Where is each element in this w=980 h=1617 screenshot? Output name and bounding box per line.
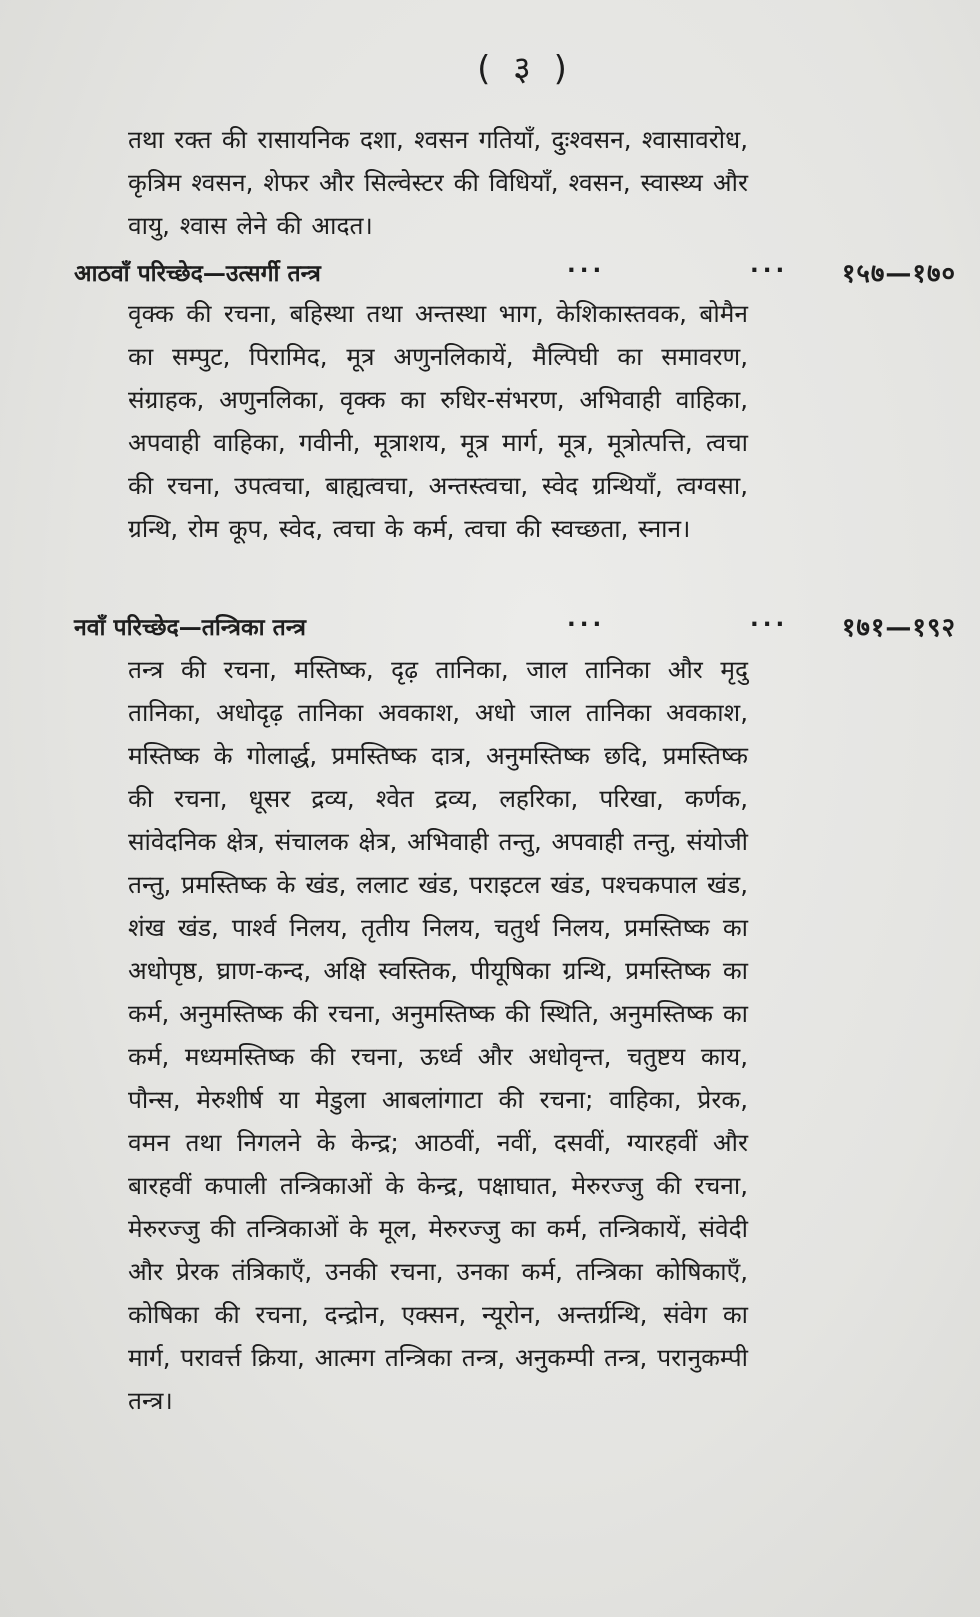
leader-dots: ...	[750, 606, 789, 632]
chapter-title: आठवाँ परिच्छेद—उत्सर्गी तन्त्र	[74, 261, 321, 287]
chapter-heading-9	[74, 606, 956, 650]
chapter-body-9: तन्त्र की रचना, मस्तिष्क, दृढ़ तानिका, जाल तानिका और मृदु तानिका, अधोदृढ़ तानिका अवकाश, अधो जाल तानिका अवकाश, मस्तिष्क के गोलार्द्ध, प्रमस्तिष्क दात्र, अनुमस्तिष्क छदि, प्रमस्तिष्क की रचना, धूसर द्रव्य, श्वेत द्रव्य, लहरिका, परिखा, कर्णक, सांवेदनिक क्षेत्र, संचालक क्षेत्र, अभिवाही तन्तु, अपवाही तन्तु, संयोजी तन्तु, प्रमस्तिष्क के खंड, ललाट खंड, पराइटल खंड, पश्चकपाल खंड, शंख खंड, पार्श्व निलय, तृतीय निलय, चतुर्थ निलय, प्रमस्तिष्क का अधोपृष्ठ, घ्राण-कन्द, अक्षि स्वस्तिक, पीयूषिका ग्रन्थि, प्रमस्तिष्क का कर्म, अनुमस्तिष्क की रचना, अनुमस्तिष्क की स्थिति, अनुमस्तिष्क का कर्म, मध्यमस्तिष्क की रचना, ऊर्ध्व और अधोवृन्त, चतुष्टय काय, पौन्स, मेरुशीर्ष या मेडुला आबलांगाटा की रचना; वाहिका, प्रेरक, वमन तथा निगलने के केन्द्र; आठवीं, नवीं, दसवीं, ग्यारहवीं और बारहवीं कपाली तन्त्रिकाओं के केन्द्र, पक्षाघात, मेरुरज्जु की रचना, मेरुरज्जु की तन्त्रिकाओं के मूल, मेरुरज्जु का कर्म, तन्त्रिकायें, संवेदी और प्रेरक तंत्रिकाएँ, उनकी रचना, उनका कर्म, तन्त्रिका कोषिकाएँ, कोषिका की रचना, दन्द्रोन, एक्सन, न्यूरोन, अन्तर्ग्रन्थि, संवेग का मार्ग, परावर्त्त क्रिया, आत्मग तन्त्रिका तन्त्र, अनुकम्पी तन्त्र, परानुकम्पी तन्त्र।	[128, 655, 748, 1415]
page-number: ( ३ )	[477, 49, 573, 89]
leader-dots: ...	[750, 252, 789, 278]
chapter-body-8: वृक्क की रचना, बहिस्था तथा अन्तस्था भाग, केशिकास्तवक, बोमैन का सम्पुट, पिरामिद, मूत्र अणुनलिकायें, मैल्पिघी का समावरण, संग्राहक, अणुनलिका, वृक्क का रुधिर-संभरण, अभिवाही वाहिका, अपवाही वाहिका, गवीनी, मूत्राशय, मूत्र मार्ग, मूत्र, मूत्रोत्पत्ति, त्वचा की रचना, उपत्वचा, बाह्यत्वचा, अन्तस्त्वचा, स्वेद ग्रन्थियाँ, त्वग्वसा, ग्रन्थि, रोम कूप, स्वेद, त्वचा के कर्म, त्वचा की स्वच्छता, स्नान।	[128, 299, 748, 543]
chapter-title: नवाँ परिच्छेद—तन्त्रिका तन्त्र	[74, 615, 306, 641]
page-range: १७१—१९२	[841, 613, 956, 643]
page-range: १५७—१७०	[841, 259, 956, 289]
chapter-heading-8	[74, 252, 956, 296]
intro-paragraph: तथा रक्त की रासायनिक दशा, श्वसन गतियाँ, दुःश्वसन, श्वासावरोध, कृत्रिम श्वसन, शेफर और सिल्वेस्टर की विधियाँ, श्वसन, स्वास्थ्य और वायु, श्वास लेने की आदत।	[128, 125, 748, 240]
leader-dots: ...	[567, 252, 606, 278]
leader-dots: ...	[567, 606, 606, 632]
